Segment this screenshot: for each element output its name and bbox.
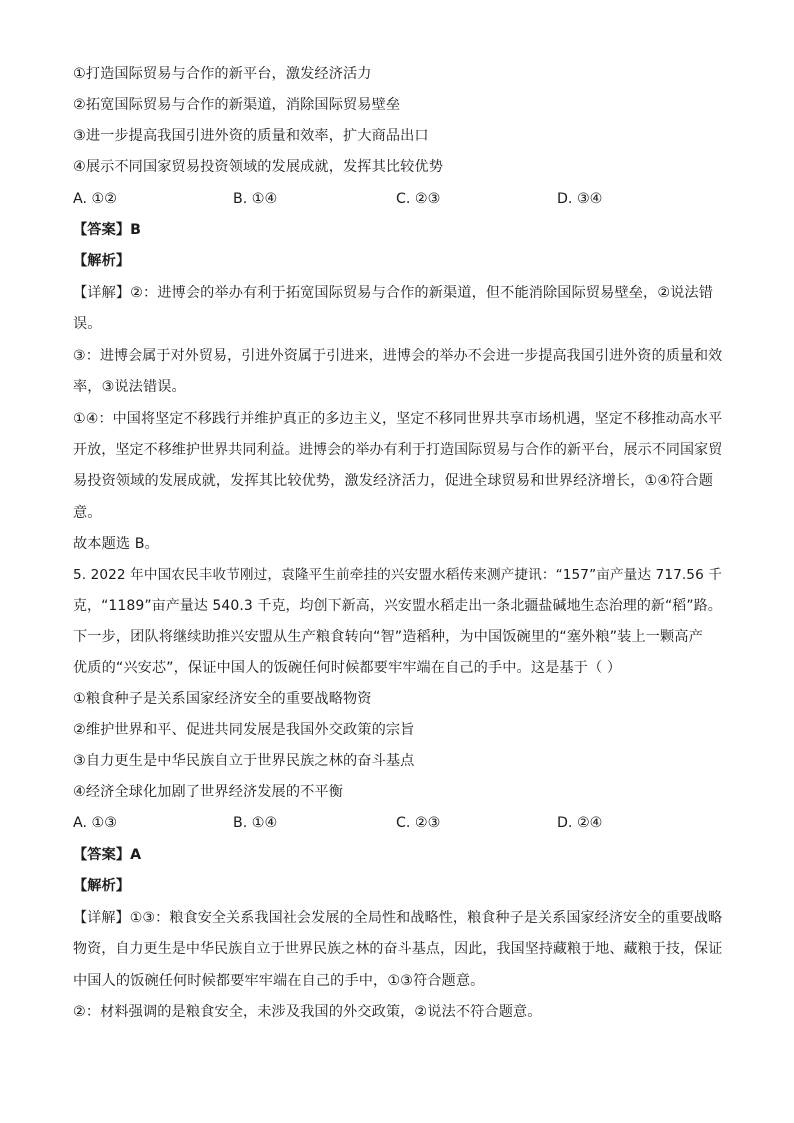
- q5-option-c: C. ②③: [396, 815, 441, 831]
- q5-stem-line-3: 下一步，团队将继续助推兴安盟从生产粮食转向“智”造稻种，为中国饭碗里的“塞外粮”装上一颗高产: [73, 629, 703, 645]
- q5-statement-1: ①粮食种子是关系国家经济安全的重要战略物资: [73, 691, 372, 707]
- q4-option-c: C. ②③: [396, 191, 441, 207]
- q4-statement-2: ②拓宽国际贸易与合作的新渠道，消除国际贸易壁垒: [73, 97, 401, 113]
- q4-detail-line-6: 开放，坚定不移维护世界共同利益。进博会的举办有利于打造国际贸易与合作的新平台，展示不同国家贸: [73, 442, 723, 458]
- q4-detail-line-3: ③：进博会属于对外贸易，引进外资属于引进来，进博会的举办不会进一步提高我国引进外资的质量和效: [73, 348, 723, 364]
- q4-statement-3: ③进一步提高我国引进外资的质量和效率，扩大商品出口: [73, 128, 429, 144]
- q4-detail-line-4: 率，③说法错误。: [73, 379, 186, 395]
- q4-detail-line-5: ①④：中国将坚定不移践行并维护真正的多边主义，坚定不移同世界共享市场机遇，坚定不移推动高水平: [73, 411, 723, 427]
- q5-option-b: B. ①④: [233, 815, 278, 831]
- q5-option-a: A. ①③: [73, 815, 117, 831]
- q5-statement-3: ③自力更生是中华民族自立于世界民族之林的奋斗基点: [73, 753, 415, 769]
- q5-statement-4: ④经济全球化加剧了世界经济发展的不平衡: [73, 784, 343, 800]
- q5-analysis-label: 【解析】: [73, 878, 131, 894]
- q4-statement-4: ④展示不同国家贸易投资领域的发展成就，发挥其比较优势: [73, 159, 444, 175]
- q5-stem-line-4: 优质的“兴安芯”，保证中国人的饭碗任何时候都要牢牢端在自己的手中。这是基于（ ）: [73, 660, 622, 676]
- q5-detail-line-1: 【详解】①③：粮食安全关系我国社会发展的全局性和战略性，粮食种子是关系国家经济安全的重要战略: [73, 910, 723, 926]
- q5-detail-line-3: 中国人的饭碗任何时候都要牢牢端在自己的手中，①③符合题意。: [73, 973, 485, 989]
- q4-option-b: B. ①④: [233, 191, 278, 207]
- q5-detail-line-2: 物资，自力更生是中华民族自立于世界民族之林的奋斗基点，因此，我国坚持藏粮于地、藏粮于技，保证: [73, 941, 723, 957]
- q4-option-a: A. ①②: [73, 191, 117, 207]
- q4-analysis-label: 【解析】: [73, 253, 131, 269]
- q5-stem-line-1: 5. 2022 年中国农民丰收节刚过，袁隆平生前牵挂的兴安盟水稻传来测产捷讯：“157”亩产量达 717.56 千: [73, 567, 722, 583]
- q4-detail-line-7: 易投资领域的发展成就，发挥其比较优势，激发经济活力，促进全球贸易和世界经济增长，①④符合题: [73, 473, 714, 489]
- q5-option-d: D. ②④: [557, 815, 603, 831]
- q4-statement-1: ①打造国际贸易与合作的新平台，激发经济活力: [73, 66, 372, 82]
- q5-stem-line-2: 克，“1189”亩产量达 540.3 千克，均创下新高，兴安盟水稻走出一条北疆盐碱地生态治理的新“稻”路。: [73, 598, 722, 614]
- q5-answer: 【答案】A: [73, 847, 142, 863]
- q5-detail-line-4: ②：材料强调的是粮食安全，未涉及我国的外交政策，②说法不符合题意。: [73, 1004, 542, 1020]
- q4-option-d: D. ③④: [557, 191, 603, 207]
- q5-statement-2: ②维护世界和平、促进共同发展是我国外交政策的宗旨: [73, 722, 415, 738]
- q4-detail-line-1: 【详解】②：进博会的举办有利于拓宽国际贸易与合作的新渠道，但不能消除国际贸易壁垒，②说法错: [73, 285, 714, 301]
- q4-answer: 【答案】B: [73, 222, 142, 238]
- q4-conclusion: 故本题选 B。: [73, 536, 159, 552]
- q4-detail-line-8: 意。: [73, 505, 102, 521]
- q4-detail-line-2: 误。: [73, 316, 102, 332]
